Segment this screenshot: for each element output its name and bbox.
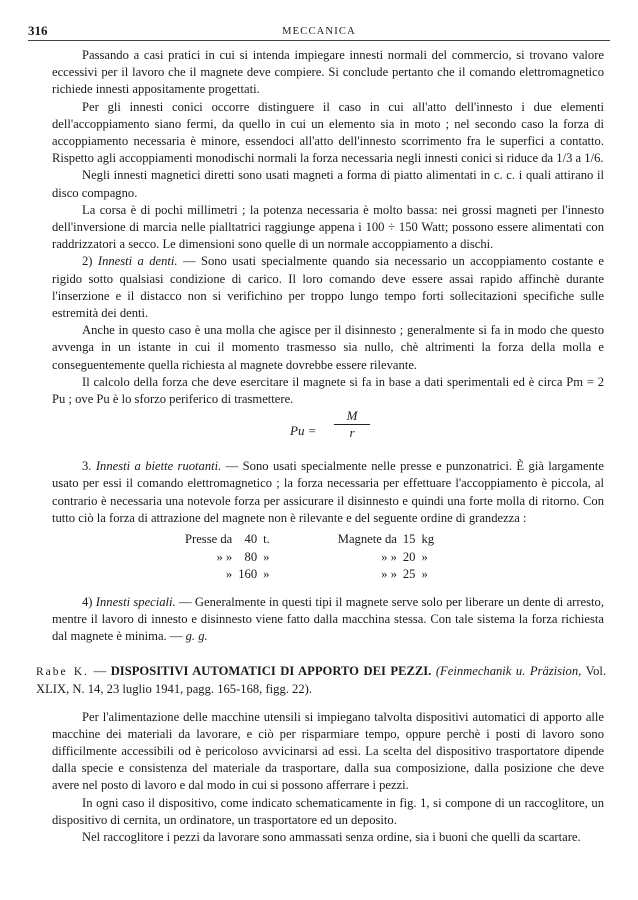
paragraph: In ogni caso il dispositivo, come indicato schematicamente in fig. 1, si compone di un raccoglitore, un dispositivo di cernita, un ordinatore, un trasportatore ed un deposito. <box>52 795 604 827</box>
abstract-citation: Vol. XLIX, N. 14, 23 luglio 1941, pagg. 165-168, figg. 22). <box>36 664 607 697</box>
section-number: 2) <box>82 254 98 269</box>
paragraph: Negli innesti magnetici diretti sono usati magneti a forma di piatto alimentati in c. c. i quali attirano il disco compagno. <box>52 168 604 200</box>
author-initials: g. g. <box>185 628 208 643</box>
formula-denominator: r <box>349 425 355 441</box>
section-title: Innesti speciali. <box>95 594 176 609</box>
section-text: — Sono usati specialmente quando sia necessario un accoppiamento costante e rigido sotto qualsiasi condizione di carico. Il loro comando deve essere assai rapido affinchè durante l'inserzione e il distacco non si verifichino per troppo lungo tempo forti sollecitazioni specifiche sulle estremità dei denti. <box>52 254 605 321</box>
formula-fraction <box>334 408 370 441</box>
abstract-heading: Rabe K. — DISPOSITIVI AUTOMATICI DI APPORTO DEI PEZZI. (Feinmechanik u. Präzision, Vol. XLIX, N. 14, 23 luglio 1941, pagg. 165-168, figg. 22). <box>36 664 607 697</box>
paragraph: La corsa è di pochi millimetri ; la potenza necessaria è molto bassa: nei grossi magneti per l'innesto dell'inversione di marcia nelle pialltatrici raggiunge appena i 100 ÷ 150 Watt; possono essere alimentati con raddrizzatori a secco. Le dimensioni sono quelle di un normale accoppiamento a dischi. <box>52 202 604 252</box>
table-row: Presse da 40 t. Magnete da 15 kg <box>185 532 435 547</box>
table-row: » » 80 » » » 20 » <box>216 549 428 564</box>
table-row: » 160 » » » 25 » <box>225 567 428 582</box>
section-paragraph <box>52 594 604 646</box>
paragraph: Passando a casi pratici in cui si intenda impiegare innesti normali del commercio, si trovano valore eccessivi per il lavoro che il magnete deve compiere. Si conclude pertanto che il comando elettromagnetico richiede innesti appositamente progettati. <box>52 48 604 97</box>
body-text <box>36 47 607 846</box>
formula-numerator: M <box>334 408 370 425</box>
paragraph: Per gli innesti conici occorre distinguere il caso in cui all'atto dell'innesto i due elementi dell'accoppiamento siano fermi, da quello in cui un elemento sia in moto ; nel secondo caso la forza di accoppiamento necessaria è minore, essendoci all'atto dell'innesto scorrimento fra le superfici a contatto. Rispetto agli accoppiamenti monodischi normali la forza necessaria negli innesti conici si riduce da 1/3 a 1/6. <box>52 99 604 166</box>
running-head: MECCANICA <box>282 26 356 37</box>
section-text: — Generalmente in questi tipi il magnete serve solo per liberare un dente di arresto, mentre il lavoro di innesto e disinnesto viene fatto dalla macchina stessa. Con tale sistema la forza richiesta dal magnete è minima. — <box>52 594 604 643</box>
page-header <box>28 22 610 40</box>
paragraph: Per l'alimentazione delle macchine utensili si impiegano talvolta dispositivi automatici di apporto alle macchine dei materiali da lavorare, e ciò per risparmiare tempo, oppure perchè i posti di lavoro sono difficilmente accessibili od è pericoloso avvicinarsi ad essi. La scelta del dispositivo trasportatore dipende dalla specie e consistenza del materiale da trasportare, dalla sua composizione, dalla posizione che deve avere nel posto di lavoro e dal modo in cui si possono afferrare i pezzi. <box>52 709 604 793</box>
section-number: 4) <box>82 594 96 609</box>
header-rule <box>28 40 610 41</box>
paragraph: Il calcolo della forza che deve esercitare il magnete si fa in base a dati sperimentali ed è circa Pm = 2 Pu ; ove Pu è lo sforzo periferico di trasmettere. <box>52 374 604 407</box>
section-title: Innesti a biette ruotanti. <box>95 459 222 474</box>
section-paragraph <box>52 458 604 527</box>
section-paragraph <box>52 253 604 322</box>
page-number: 316 <box>28 23 48 38</box>
section-number: 3. <box>82 459 96 474</box>
section-title: Innesti a denti. <box>97 254 178 269</box>
paragraph: Nel raccoglitore i pezzi da lavorare sono ammassati senza ordine, sia i buoni che quelli da scartare. <box>82 830 581 845</box>
abstract-author: Rabe K. <box>36 666 90 679</box>
paragraph: Anche in questo caso è una molla che agisce per il disinnesto ; generalmente si fa in modo che questo avvenga in un istante in cui il momento trasmesso sia nullo, chè altrimenti la forza della molla e conseguentemente quella richiesta al magnete dovrebbe essere rilevante. <box>52 323 604 372</box>
abstract-journal: (Feinmechanik u. Präzision, <box>435 664 582 679</box>
force-table <box>182 531 437 584</box>
formula <box>52 408 604 448</box>
abstract-title: DISPOSITIVI AUTOMATICI DI APPORTO DEI PEZZI. <box>110 664 432 679</box>
formula-lhs: Pu = <box>290 423 316 439</box>
section-text: — Sono usati specialmente nelle presse e punzonatrici. È già largamente usato per essi il comando elettromagnetico ; la forza necessaria per effettuare l'accoppiamento è piccola, al contrario è necessaria una notevole forza per assicurare il disinnesto e quindi una forte molla di ritorno. Con tutto ciò la forza di attrazione del magnete non è rilevante e del seguente ordine di grandezza : <box>52 459 605 525</box>
